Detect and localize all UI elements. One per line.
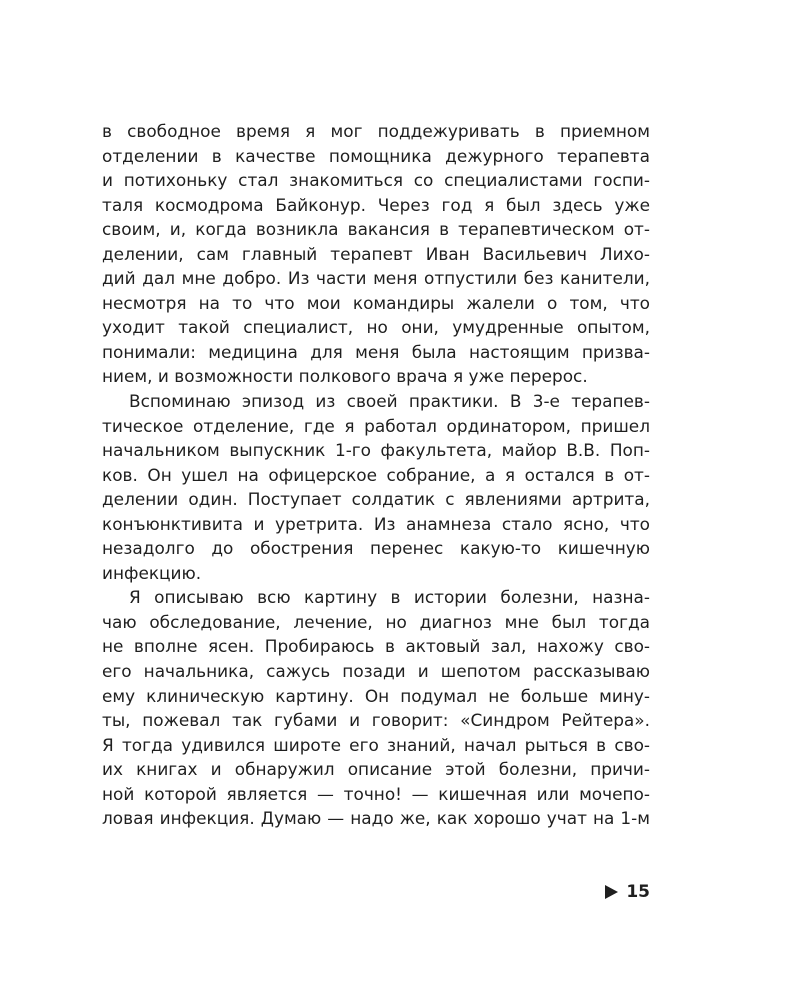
text-line: отделении в качестве помощника дежурного терапевта bbox=[102, 145, 650, 166]
text-line: инфекцию. bbox=[102, 562, 202, 583]
text-line: своим, и, когда возникла вакансия в терапевтическом от- bbox=[102, 219, 650, 240]
page-number bbox=[605, 882, 650, 902]
page-number-value: 15 bbox=[626, 882, 650, 902]
text-line: тическое отделение, где я работал ординатором, пришел bbox=[102, 415, 650, 436]
triangle-arrow-icon bbox=[605, 885, 618, 899]
text-line: ной которой является — точно! — кишечная или мочепо- bbox=[102, 783, 650, 804]
text-line: ты, пожевал так губами и говорит: «Синдром Рейтера». bbox=[102, 710, 650, 731]
text-line: незадолго до обострения перенес какую-то кишечную bbox=[102, 538, 650, 559]
text-line: его начальника, сажусь позади и шепотом рассказываю bbox=[102, 661, 650, 682]
text-line: Вспоминаю эпизод из своей практики. В 3-е терапев- bbox=[129, 391, 650, 412]
text-line: понимали: медицина для меня была настоящим призва- bbox=[102, 341, 650, 362]
text-line: уходит такой специалист, но они, умудренные опытом, bbox=[102, 317, 650, 338]
text-line: ков. Он ушел на офицерское собрание, а я остался в от- bbox=[102, 464, 650, 485]
text-line: чаю обследование, лечение, но диагноз мне был тогда bbox=[102, 611, 650, 632]
text-line: таля космодрома Байконур. Через год я был здесь уже bbox=[102, 194, 650, 215]
text-line: ловая инфекция. Думаю — надо же, как хорошо учат на 1-м bbox=[102, 808, 650, 829]
text-line: делении, сам главный терапевт Иван Васильевич Лихо- bbox=[102, 243, 650, 264]
text-line: и потихоньку стал знакомиться со специалистами госпи- bbox=[102, 170, 650, 191]
text-line: конъюнктивита и уретрита. Из анамнеза стало ясно, что bbox=[102, 513, 650, 534]
text-line: их книгах и обнаружил описание этой болезни, причи- bbox=[102, 759, 650, 780]
text-line: Я тогда удивился широте его знаний, начал рыться в сво- bbox=[102, 734, 650, 755]
text-line: не вполне ясен. Пробираюсь в актовый зал, нахожу сво- bbox=[102, 636, 650, 657]
text-line: нием, и возможности полкового врача я уже перерос. bbox=[102, 366, 588, 387]
text-line: дий дал мне добро. Из части меня отпустили без канители, bbox=[102, 268, 650, 289]
text-line: несмотря на то что мои командиры жалели о том, что bbox=[102, 292, 650, 313]
body-text bbox=[102, 119, 650, 831]
text-line: в свободное время я мог поддежуривать в приемном bbox=[102, 121, 650, 141]
text-line: Я описываю всю картину в истории болезни, назна- bbox=[129, 587, 650, 608]
text-line: ему клиническую картину. Он подумал не больше мину- bbox=[102, 685, 650, 706]
text-line: делении один. Поступает солдатик с явлениями артрита, bbox=[102, 489, 650, 510]
text-line: начальником выпускник 1-го факультета, майор В.В. Поп- bbox=[102, 440, 650, 461]
